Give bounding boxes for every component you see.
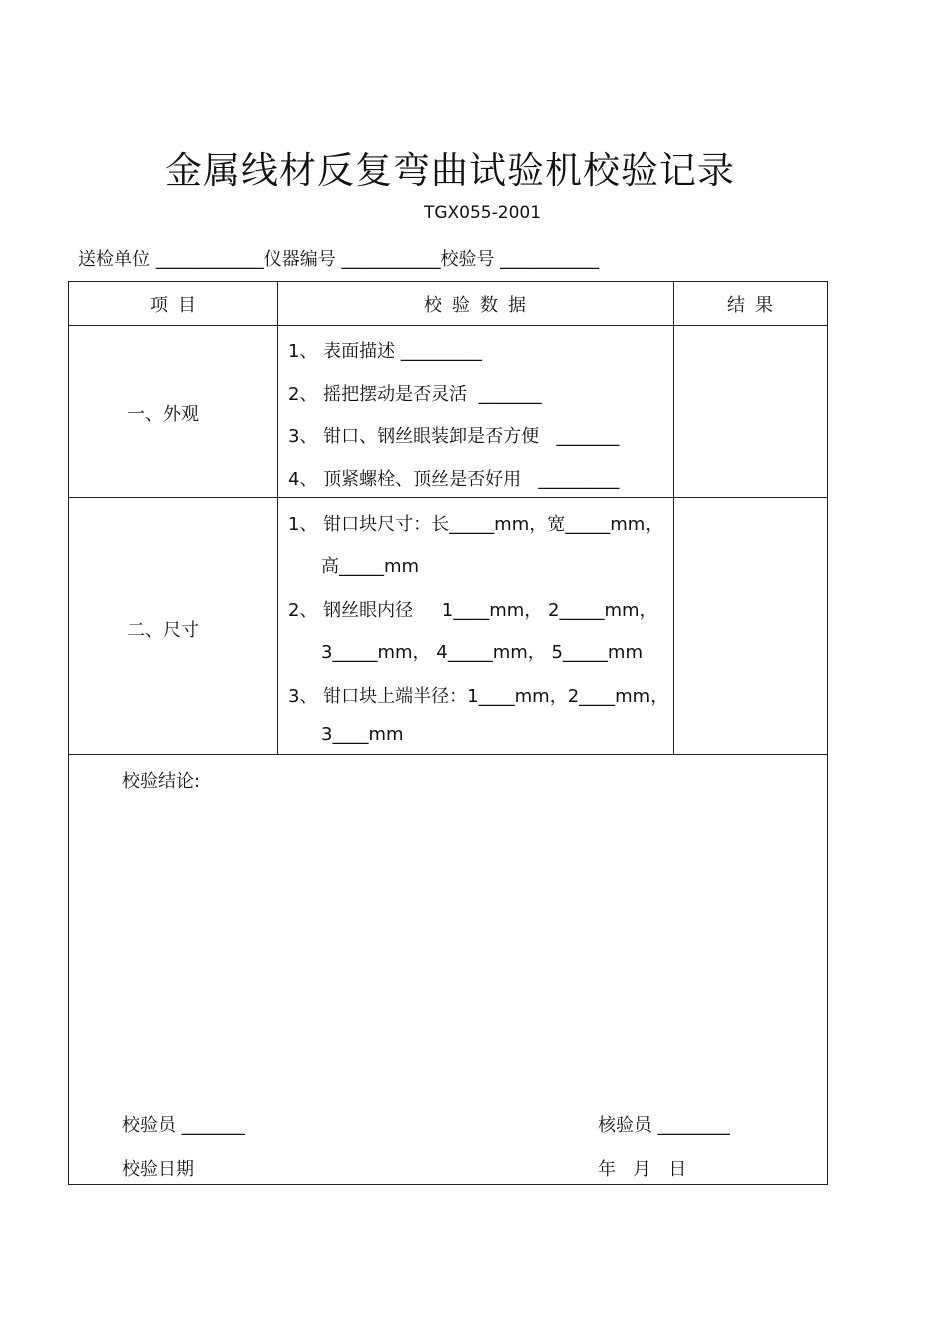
- section-appearance-label: 一、外观: [127, 404, 199, 425]
- header-data: 校验数据: [424, 295, 536, 316]
- header-item: 项目: [150, 295, 206, 316]
- dimensions-line-1: 1、 钳口块尺寸：长_____mm，宽_____mm，: [288, 514, 664, 535]
- table-border-left: [68, 281, 69, 1185]
- dimensions-line-3: 2、 钢丝眼内径 1____mm， 2_____mm，: [288, 600, 658, 621]
- dimensions-line-4: 3_____mm， 4_____mm， 5_____mm: [321, 642, 644, 663]
- table-border-top: [68, 281, 828, 282]
- submission-info-line: 送检单位 ____________仪器编号 ___________校验号 ___________: [78, 249, 600, 270]
- date-fields: 年 月 日: [598, 1159, 687, 1180]
- appearance-line-2: 2、 摇把摆动是否灵活 _______: [288, 384, 542, 405]
- header-divider: [68, 325, 828, 326]
- dimensions-line-6: 3____mm: [321, 724, 404, 745]
- appearance-line-4: 4、 顶紧螺栓、顶丝是否好用 _________: [288, 469, 620, 490]
- table-border-bottom: [68, 1184, 828, 1185]
- inspection-date-label: 校验日期: [122, 1159, 194, 1180]
- inspector-signature: 校验员 _______: [122, 1115, 245, 1136]
- document-code: TGX055-2001: [423, 203, 542, 223]
- section2-divider: [68, 754, 828, 755]
- dimensions-line-2: 高_____mm: [321, 556, 420, 577]
- appearance-line-1: 1、 表面描述 _________: [288, 341, 482, 362]
- appearance-line-3: 3、 钳口、钢丝眼装卸是否方便 _______: [288, 426, 620, 447]
- section-dimensions-label: 二、尺寸: [127, 620, 199, 641]
- column-divider-1: [277, 281, 278, 755]
- reviewer-signature: 核验员 ________: [598, 1115, 730, 1136]
- document-title: 金属线材反复弯曲试验机校验记录: [165, 149, 735, 192]
- header-result: 结果: [727, 295, 783, 316]
- column-divider-2: [673, 281, 674, 755]
- table-border-right: [827, 281, 828, 1185]
- section1-divider: [68, 497, 828, 498]
- conclusion-label: 校验结论:: [122, 771, 201, 792]
- dimensions-line-5: 3、 钳口块上端半径：1____mm，2____mm，: [288, 686, 669, 707]
